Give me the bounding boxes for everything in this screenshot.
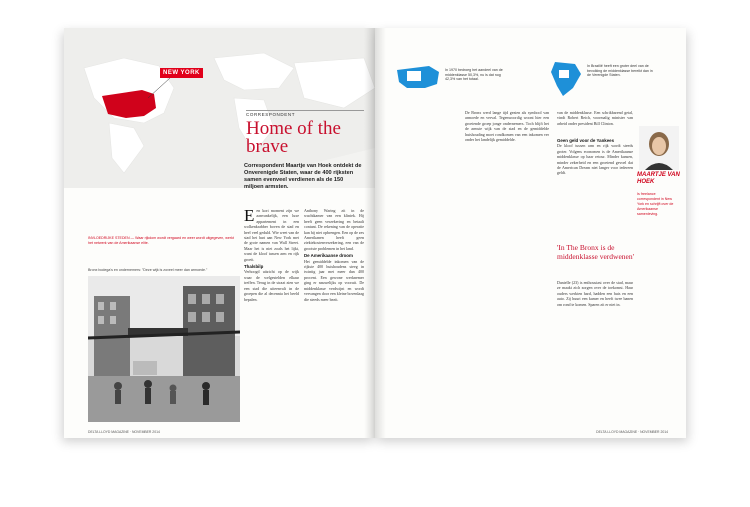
right-footer: DELTA LLOYD MAGAZINE · NOVEMBER 2014 bbox=[596, 430, 668, 434]
lead-paragraph: Correspondent Maartje van Hoek ontdekt de Onverenigde Staten, waar de 400 rijksten samen evenveel verdienen als de 150 miljoen armsten. bbox=[244, 163, 362, 190]
usa-blue-map bbox=[395, 62, 441, 92]
right-col-1 bbox=[557, 136, 633, 176]
brazil-blue-map bbox=[547, 58, 583, 98]
author-bio: Is freelance correspondent in New York en schrijft over de Amerikaanse samenleving. bbox=[637, 192, 674, 216]
subhead-2: De Amerikaanse droom bbox=[304, 253, 353, 259]
body-text-1: en kort moment zijn we aanvankelijk, een luxe appartement in een wolkenkrabber boven de stad en heel veel geduld. Wie weet van de stad het hart aan New York met de grote namen van Wall Street. Maar het is niet zoals het lijkt, want de kloof tussen arm en rijk groeit. bbox=[244, 208, 299, 262]
kicker: CORRESPONDENT bbox=[246, 112, 296, 117]
left-page bbox=[64, 28, 375, 438]
left-footer: DELTA LLOYD MAGAZINE · NOVEMBER 2014 bbox=[88, 430, 160, 434]
new-york-tag: NEW YORK bbox=[160, 68, 203, 78]
photo-caption: Bronx bodega's en ondernemers: "Deze wijk is zoveel meer dan armoede." bbox=[88, 268, 208, 272]
body-text-2: Verhoogd uitzicht op de wijk waar de welgestelden elkaar treffen. Terug in de straat zien we een stad die uiteenvalt in de groepen die al decennia het beeld bepalen. bbox=[244, 269, 299, 302]
body-column-2 bbox=[304, 208, 364, 302]
map-caption: INVLOEDRIJKE STEDEN — Waar rijkdom wordt vergaard en weer wordt uitgegeven, werkt het netwerk van de Amerikaanse elite. bbox=[88, 236, 234, 245]
author-portrait bbox=[639, 126, 679, 170]
right-col-intro: van de middenklasse. Een schrikbarend getal, vindt Robert Reich, voormalig minister van arbeid onder president Bill Clinton. bbox=[557, 110, 633, 126]
magazine-spread bbox=[64, 28, 686, 438]
stat-brazil: In Brazilië heeft een groter deel van de bevolking de middenklasse bereikt dan in de Verenigde Staten. bbox=[587, 64, 653, 78]
right-col-left: De Bronx werd lange tijd gezien als symbool van armoede en verval. Tegenwoordig woont hier een groeiende groep jonge ondernemers. Toch blijft het de armste wijk van de stad en de gemiddelde huishouding moet rondkomen van een inkomen ver onder het landelijk gemiddelde. bbox=[465, 110, 549, 143]
right-col-text-c: Danielle (23) is enthousiast over de stad, maar ze maakt zich zorgen over de toekomst. Haar ouders werkten hard, hadden een huis en een auto. Zij huurt een kamer en heeft twee banen om rond te komen. Sparen zit er niet in. bbox=[557, 280, 633, 307]
col2-text: Anthony Waring zit in de wachtkamer van een kliniek. Hij heeft geen verzekering en betaalt contant. De rekening van de operatie kan hij niet opbrengen. Een op de zes Amerikanen heeft geen ziektekostenverzekering, een van de grootste problemen in het land. bbox=[304, 208, 364, 251]
subhead-1: Thalsbilp bbox=[244, 264, 264, 270]
col2-text-b: Het gemiddelde inkomen van de rijkste 400 huishoudens steeg in twintig jaar met meer dan 400 procent. Een gewone werknemer ging er nauwelijks op vooruit. De middenklasse verdwijnt en wordt vervangen door een kleine bovenlaag die steeds meer bezit. bbox=[304, 258, 364, 302]
right-page bbox=[375, 28, 686, 438]
right-col-text: De kloof tussen arm en rijk wordt steeds groter. Volgens economen is de Amerikaanse middenklasse op haar retour. Minder kansen, minder zekerheid en een groeiend gevoel dat de American Dream niet langer voor iedereen geldt. bbox=[557, 143, 633, 176]
body-column-1 bbox=[244, 208, 299, 302]
kicker-rule bbox=[246, 110, 364, 111]
subhead-yankees: Geen geld voor de Yankees bbox=[557, 138, 615, 143]
article-title: Home of the brave bbox=[246, 118, 341, 157]
author-name: MAARTJE VAN HOEK bbox=[637, 172, 680, 185]
bronx-street-photo bbox=[88, 276, 240, 422]
dropcap: E bbox=[244, 206, 255, 225]
pull-quote: 'In The Bronx is de middenklasse verdwenen' bbox=[557, 243, 634, 261]
stat-usa: In 1970 bedroeg het aandeel van de middenklasse 50,3%, nu is dat nog 42,3% van het totaal. bbox=[445, 68, 503, 82]
